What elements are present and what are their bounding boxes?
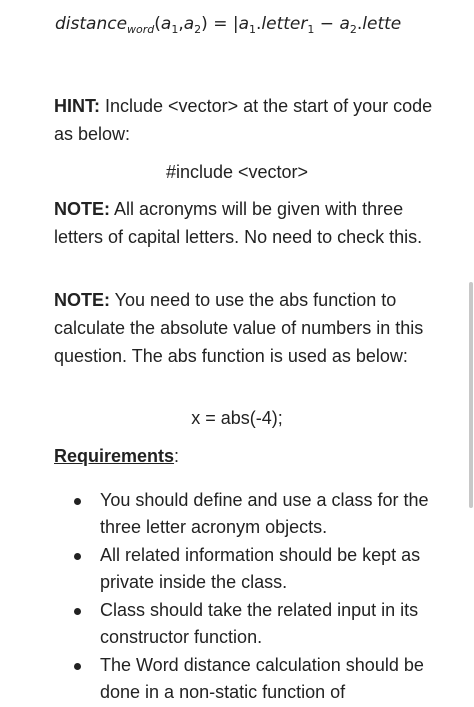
- hint-label: HINT:: [54, 96, 100, 116]
- requirements-heading: [54, 442, 179, 470]
- formula-function: distance: [55, 14, 128, 34]
- formula-var-a1: a: [160, 14, 172, 34]
- list-item: [54, 487, 444, 541]
- list-item: [54, 652, 444, 706]
- requirements-colon: :: [174, 446, 180, 466]
- formula-function-sub: word: [127, 23, 155, 36]
- hint-text: Include <vector> at the start of your code as below:: [54, 96, 433, 144]
- bullet-icon: [74, 553, 81, 560]
- bullet-icon: [74, 498, 81, 505]
- note2-label: NOTE:: [54, 290, 110, 310]
- hint-paragraph: [54, 92, 434, 148]
- bullet-icon: [74, 663, 81, 670]
- note2-paragraph: [54, 286, 434, 370]
- note2-text: You need to use the abs function to calculate the absolute value of numbers in this question. The abs function is used as below:: [54, 290, 424, 366]
- formula-field-sub-1: 1: [307, 23, 315, 36]
- list-item-text: You should define and use a class for the three letter acronym objects.: [100, 490, 429, 537]
- list-item-text: Class should take the related input in its constructor function.: [100, 600, 419, 647]
- note2-code: x = abs(-4);: [191, 408, 283, 428]
- formula-var-a2b: a: [339, 14, 350, 34]
- note1-label: NOTE:: [54, 199, 110, 219]
- formula-field-2: lette: [362, 14, 402, 34]
- scrollbar[interactable]: [469, 282, 473, 508]
- formula-sub-1: 1: [171, 23, 179, 36]
- formula-field-1: letter: [261, 14, 308, 34]
- distance-formula: $distance_{word}(a_1,a_2)$ = $|a_1.letter_1$ − $a_2.lette$: [55, 14, 402, 36]
- formula-sub-2b: 2: [349, 23, 357, 36]
- note1-text: All acronyms will be given with three letters of capital letters. No need to check this.: [54, 199, 423, 247]
- requirements-title: Requirements: [54, 446, 175, 466]
- list-item: [54, 542, 444, 596]
- note1-paragraph: [54, 195, 434, 251]
- list-item: [54, 597, 444, 651]
- formula-var-a1b: a: [238, 14, 250, 34]
- formula-var-a2: a: [183, 14, 195, 34]
- formula-sub-1b: 1: [249, 23, 257, 36]
- list-item-text: All related information should be kept as private inside the class.: [100, 545, 421, 592]
- bullet-icon: [74, 608, 81, 615]
- list-item-text: The Word distance calculation should be done in a non-static function of: [100, 655, 424, 702]
- hint-code: #include <vector>: [165, 162, 309, 182]
- requirements-list: [54, 487, 444, 707]
- formula-sub-2: 2: [194, 23, 202, 36]
